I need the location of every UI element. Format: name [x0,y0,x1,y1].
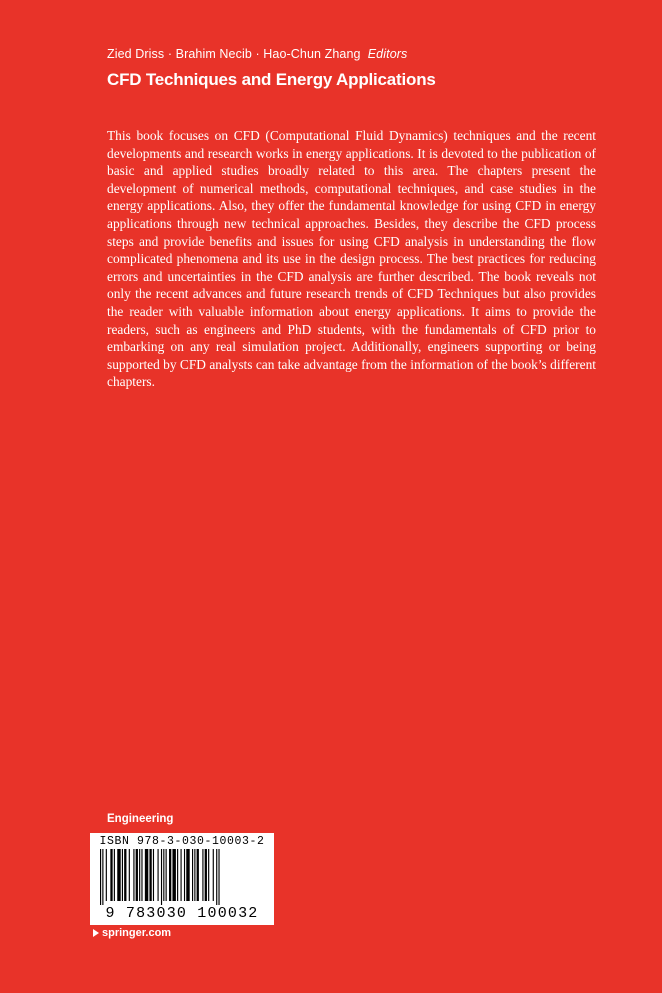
barcode-bar [218,849,219,905]
barcode-bar [213,849,214,901]
barcode-bar [102,849,103,905]
barcode-bar [166,849,167,901]
barcode-bar [110,849,112,901]
barcode-bar [205,849,207,901]
book-description: This book focuses on CFD (Computational Fluid Dynamics) techniques and the recent developments and research works in energy applications. It is devoted to the publication of basic and applied studies broadly related to this area. The chapters present the development of numerical methods, computational techniques, and case studies in the energy applications. Also, they offer the fundamental knowledge for using CFD in energy applications through new technical approaches. Besides, they describe the CFD process steps and provide benefits and issues for using CFD analysis in understanding the flow complicated phenomena and its use in the design process. The best practices for reducing errors and uncertainties in the CFD analysis are further described. The book reveals not only the recent advances and future research trends of CFD Techniques but also provides the reader with valuable information about energy applications. It aims to provide the readers, such as engineers and PhD students, with the fundamentals of CFD prior to embarking on any real simulation project. Additionally, engineers supporting or being supported by CFD analysts can take advantage from the information of the book’s different chapters. [107,128,596,390]
barcode-bar [161,849,162,905]
isbn-barcode [90,833,274,925]
arrow-right-icon [93,929,99,937]
barcode-bar [153,849,154,901]
barcode-bar [133,849,134,901]
barcode-bar [181,849,182,901]
editors-role: Editors [367,47,408,61]
barcode-bar [122,849,123,901]
barcode-bar [163,849,164,901]
barcode-bar [208,849,209,901]
barcode-bar [136,849,138,901]
editor-names: Zied Driss · Brahim Necib · Hao-Chun Zhang [107,47,361,61]
barcode-bar [194,849,195,901]
barcode-bar [106,849,107,901]
barcode-bar [129,849,130,901]
barcode-bar [158,849,159,901]
barcode-bar [186,849,189,901]
editors-line [107,47,407,61]
publisher-url: springer.com [102,927,172,939]
barcode-bar [197,849,199,901]
barcode-bar [202,849,203,901]
barcode-bar [100,849,101,905]
barcode-bar [117,849,120,901]
barcode-bar [192,849,193,901]
barcode-bar [169,849,171,901]
barcode-bar [216,849,217,905]
barcode-bar [184,849,185,901]
book-title: CFD Techniques and Energy Applications [107,70,436,89]
barcode-bar [141,849,142,901]
barcode-bar [177,849,178,901]
barcode-bars [98,849,266,905]
barcode-bar [149,849,151,901]
barcode-bar [139,849,140,901]
publisher-link[interactable] [93,927,171,939]
barcode-digits: 9 783030 100032 [105,905,259,922]
barcode-bar [172,849,175,901]
subject-category: Engineering [107,813,174,825]
barcode-bar [145,849,148,901]
isbn-label: ISBN 978-3-030-10003-2 [99,835,265,848]
barcode-bar [124,849,126,901]
barcode-bar [114,849,115,901]
